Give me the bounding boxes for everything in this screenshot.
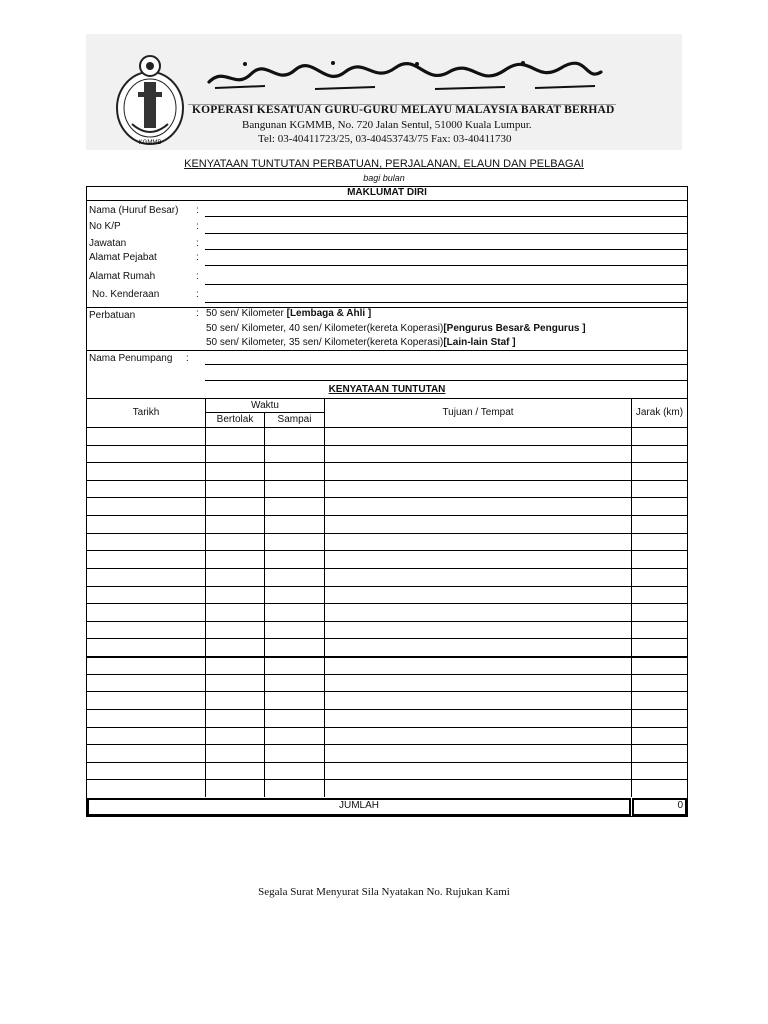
table-row[interactable] [87,622,687,639]
section-divider [86,350,688,351]
mileage-rate-3: 50 sen/ Kilometer, 35 sen/ Kilometer(kereta Koperasi)[Lain-lain Staf ] [206,337,516,348]
table-row[interactable] [87,710,687,727]
total-label: JUMLAH [338,800,379,811]
table-row[interactable] [87,498,687,515]
header-tujuan-tempat: Tujuan / Tempat [442,407,514,418]
table-row[interactable] [87,675,687,692]
jawi-script-org-name [205,60,605,92]
table-row[interactable] [87,745,687,762]
table-row[interactable] [87,481,687,498]
form-subtitle: bagi bulan [363,173,405,183]
table-row[interactable] [87,728,687,745]
field-line-alamat-pejabat[interactable] [205,265,687,266]
field-line-no-kenderaan[interactable] [205,302,687,303]
table-row[interactable] [87,639,687,656]
total-value: 0 [677,800,683,811]
table-row[interactable] [87,604,687,621]
colon: : [186,353,189,364]
label-no-kenderaan: No. Kenderaan [92,289,160,300]
table-row[interactable] [87,516,687,533]
field-line-jawatan[interactable] [205,249,687,250]
label-perbatuan: Perbatuan [89,310,136,321]
table-row[interactable] [87,551,687,568]
waktu-subheader-line [206,412,324,413]
mileage-rate-2: 50 sen/ Kilometer, 40 sen/ Kilometer(kereta Koperasi)[Pengurus Besar& Pengurus ] [206,323,586,334]
seal-text: KGMMB [138,140,162,146]
cooperative-seal-logo [114,52,186,148]
table-row[interactable] [87,446,687,463]
label-jawatan: Jawatan [89,238,127,249]
label-nama: Nama (Huruf Besar) [89,205,179,216]
table-row[interactable] [87,534,687,551]
organisation-address: Bangunan KGMMB, No. 720 Jalan Sentul, 51000 Kuala Lumpur. [242,119,532,131]
header-waktu: Waktu [251,400,279,411]
section-title-claims: KENYATAAN TUNTUTAN [328,384,446,395]
section-divider [86,307,688,308]
table-column-divider [264,412,265,797]
section-divider [86,200,688,201]
colon: : [196,221,199,232]
field-line-penumpang-1[interactable] [205,364,687,365]
colon: : [196,205,199,216]
mileage-rate-1: 50 sen/ Kilometer [Lembaga & Ahli ] [206,308,372,319]
field-line-penumpang-2[interactable] [205,380,687,381]
table-column-divider [631,398,632,797]
table-row[interactable] [87,428,687,445]
field-line-alamat-rumah-1[interactable] [205,284,687,285]
form-title: KENYATAAN TUNTUTAN PERBATUAN, PERJALANAN, ELAUN DAN PELBAGAI [184,158,584,170]
section-title-personal: MAKLUMAT DIRI [347,187,427,198]
personal-info-frame [86,186,688,399]
table-row[interactable] [87,587,687,604]
field-line-no-kp[interactable] [205,233,687,234]
header-tarikh: Tarikh [132,407,160,418]
colon: : [196,238,199,249]
colon: : [196,289,199,300]
organisation-name: KOPERASI KESATUAN GURU-GURU MELAYU MALAYSIA BARAT BERHAD [192,104,615,116]
colon: : [196,308,199,319]
table-row[interactable] [87,780,687,797]
organisation-phone-fax: Tel: 03-40411723/25, 03-40453743/75 Fax: 03-40411730 [258,133,512,145]
table-column-divider [324,398,325,797]
label-alamat-rumah: Alamat Rumah [89,271,156,282]
footer-reference-note: Segala Surat Menyurat Sila Nyatakan No. Rujukan Kami [258,886,510,898]
label-alamat-pejabat: Alamat Pejabat [89,252,157,263]
table-row[interactable] [87,763,687,780]
header-sampai: Sampai [277,414,312,425]
table-row[interactable] [87,569,687,586]
table-row[interactable] [87,463,687,480]
table-row[interactable] [87,692,687,709]
label-nama-penumpang: Nama Penumpang [89,353,173,364]
header-jarak: Jarak (km) [635,407,684,418]
header-bertolak: Bertolak [216,414,254,425]
field-line-nama[interactable] [205,216,687,217]
label-no-kp: No K/P [89,221,121,232]
colon: : [196,271,199,282]
table-column-divider [205,398,206,797]
table-row[interactable] [87,657,687,674]
colon: : [196,252,199,263]
